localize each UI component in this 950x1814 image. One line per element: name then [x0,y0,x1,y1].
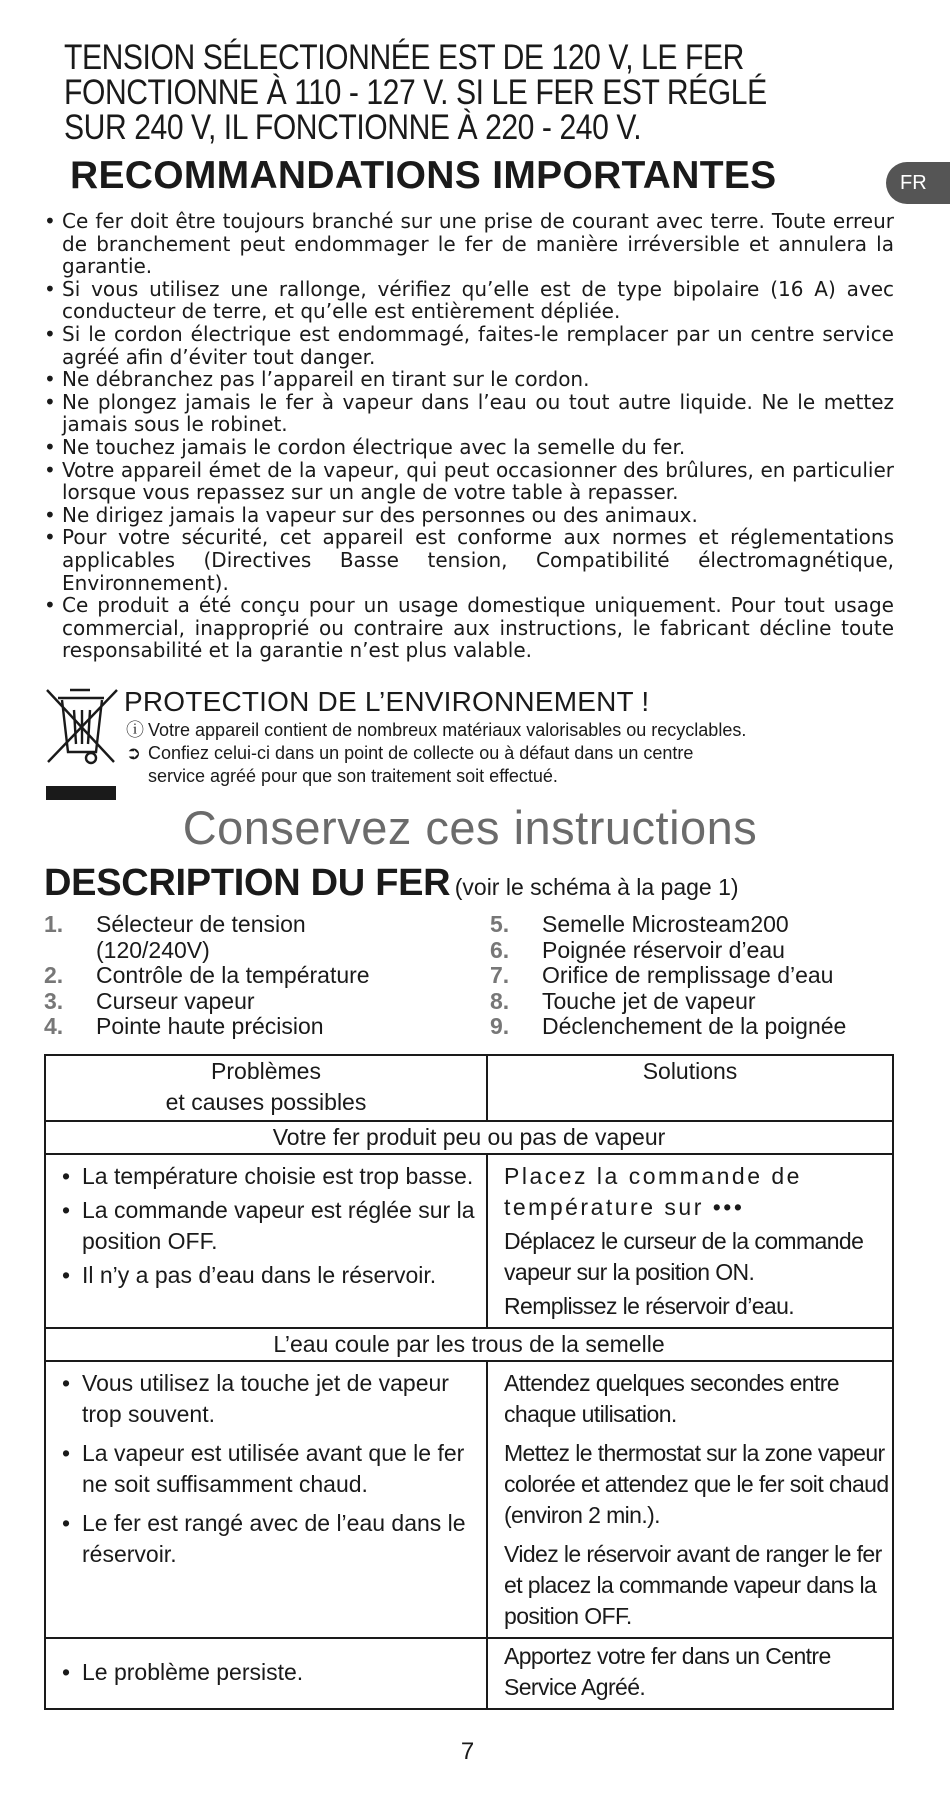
problems-cell [45,1154,487,1328]
list-item: • Ne plongez jamais le fer à vapeur dans l’eau ou tout autre liquide. Ne le mettez jamais sous le robinet. [44,391,894,436]
list-item [490,989,920,1015]
voltage-warning-line: FONCTIONNE À 110 - 127 V. SI LE FER EST RÉGLÉ [64,73,767,112]
part-number: 9. [490,1013,510,1039]
problem-item: • La vapeur est utilisée avant que le fer ne soit suffisamment chaud. [62,1438,486,1500]
list-item [490,938,920,964]
part-number: 8. [490,987,510,1014]
parts-list-right [490,912,920,1040]
part-label: Pointe haute précision [96,1013,324,1039]
problem-item: • Il n’y a pas d’eau dans le réservoir. [62,1260,486,1291]
list-item: • Ne débranchez pas l’appareil en tirant sur le cordon. [44,368,894,391]
list-item [490,912,920,938]
list-item [490,1014,920,1040]
problem-item: • La température choisie est trop basse. [62,1161,486,1192]
list-item: • Si vous utilisez une rallonge, vérifiez qu’elle est de type bipolaire (16 A) avec conducteur de terre, et qu’elle est entièrement dépliée. [44,278,894,323]
part-label: Poignée réservoir d’eau [542,936,785,963]
description-subtitle: (voir le schéma à la page 1) [454,874,739,900]
problem-item: • Le fer est rangé avec de l’eau dans le réservoir. [62,1508,486,1570]
problem-item: • Vous utilisez la touche jet de vapeur trop souvent. [62,1368,486,1430]
section-title: L’eau coule par les trous de la semelle [45,1328,893,1361]
part-number: 3. [44,987,64,1014]
environment-title: PROTECTION DE L’ENVIRONNEMENT ! [124,686,650,717]
list-item: • Pour votre sécurité, cet appareil est conforme aux normes et réglementations applicables (Directives Basse tension, Compatibilité électromagnétique, Environnement). [44,526,894,594]
solution-item: Videz le réservoir avant de ranger le fer et placez la commande vapeur dans la position OFF. [504,1541,882,1629]
environment-line: service agréé pour que son traitement soit effectué. [148,766,558,786]
environment-line: Votre appareil contient de nombreux matériaux valorisables ou recyclables. [148,720,747,740]
part-number: 5. [490,911,510,937]
solution-item: Remplissez le réservoir d’eau. [504,1293,795,1319]
list-item [44,1014,464,1040]
table-row [45,1638,893,1709]
description-heading [44,862,739,905]
keep-instructions-heading: Conservez ces instructions [182,801,758,854]
parts-list-left [44,912,464,1040]
part-label: Orifice de remplissage d’eau [542,962,834,988]
info-icon: ⓘ [126,720,144,740]
arrow-icon: ➲ [126,743,142,763]
part-number: 4. [44,1013,64,1039]
list-item [44,989,464,1015]
voltage-warning-line: SUR 240 V, IL FONCTIONNE À 220 - 240 V. [64,108,642,147]
table-header-row [45,1055,893,1121]
solution-item: Apportez votre fer dans un Centre Service Agréé. [504,1643,831,1700]
list-item: • Ce produit a été conçu pour un usage domestique uniquement. Pour tout usage commercial, inapproprié ou contraire aux instructions, le fabricant décline toute responsabilité et la garantie n’est plus valable. [44,594,894,662]
environment-line: Confiez celui-ci dans un point de collecte ou à défaut dans un centre [148,743,694,763]
list-item: • Ne dirigez jamais la vapeur sur des personnes ou des animaux. [44,504,894,527]
part-label: Déclenchement de la poignée [542,1013,847,1039]
part-label: Curseur vapeur [96,987,255,1014]
crossed-out-bin-icon [44,686,122,802]
part-number: 2. [44,962,64,988]
list-item: • Votre appareil émet de la vapeur, qui peut occasionner des brûlures, en particulier lorsque vous repassez sur un angle de votre table à repasser. [44,459,894,504]
part-number: 6. [490,936,510,963]
list-item: • Ne touchez jamais le cordon électrique avec la semelle du fer. [44,436,894,459]
page-number: 7 [460,1738,475,1765]
voltage-warning [64,40,904,145]
part-label: Semelle Microsteam200 [542,911,789,937]
part-label: (120/240V) [96,936,210,963]
list-item [44,912,464,963]
table-section-row [45,1121,893,1154]
problems-header: Problèmes et causes possibles [45,1055,487,1121]
table-row [45,1154,893,1328]
problems-cell [45,1638,487,1709]
list-item [490,963,920,989]
voltage-warning-line: TENSION SÉLECTIONNÉE EST DE 120 V, LE FER [64,38,744,77]
table-row [45,1361,893,1638]
solution-item: Placez la commande de température sur ••• [504,1163,802,1220]
description-title: DESCRIPTION DU FER [44,862,451,904]
solution-item: Déplacez le curseur de la commande vapeur sur la position ON. [504,1228,864,1285]
list-item: • Si le cordon électrique est endommagé, faites-le remplacer par un centre service agréé afin d’éviter tout danger. [44,323,894,368]
problems-cell [45,1361,487,1638]
table-section-row [45,1328,893,1361]
part-label: Sélecteur de tension [96,911,306,937]
section-title: Votre fer produit peu ou pas de vapeur [45,1121,893,1154]
solutions-cell [487,1361,893,1638]
solutions-cell [487,1638,893,1709]
problem-item: • La commande vapeur est réglée sur la position OFF. [62,1195,486,1257]
part-number: 7. [490,962,510,988]
recommendations-title: RECOMMANDATIONS IMPORTANTES [70,154,777,197]
part-number: 1. [44,911,64,937]
language-tab: FR [886,162,950,204]
part-label: Touche jet de vapeur [542,987,756,1014]
list-item [44,963,464,989]
recommendations-list [44,210,894,662]
part-label: Contrôle de la température [96,962,370,988]
solutions-cell [487,1154,893,1328]
environment-text [126,719,906,788]
solution-item: Attendez quelques secondes entre chaque utilisation. [504,1370,839,1427]
troubleshooting-table [44,1054,894,1710]
solution-item: Mettez le thermostat sur la zone vapeur colorée et attendez que le fer soit chaud (environ 2 min.). [504,1440,889,1528]
solutions-header: Solutions [487,1055,893,1121]
problem-item: • Le problème persiste. [62,1657,486,1688]
list-item: • Ce fer doit être toujours branché sur une prise de courant avec terre. Toute erreur de branchement peut endommager le fer de manière irréversible et annulera la garantie. [44,210,894,278]
